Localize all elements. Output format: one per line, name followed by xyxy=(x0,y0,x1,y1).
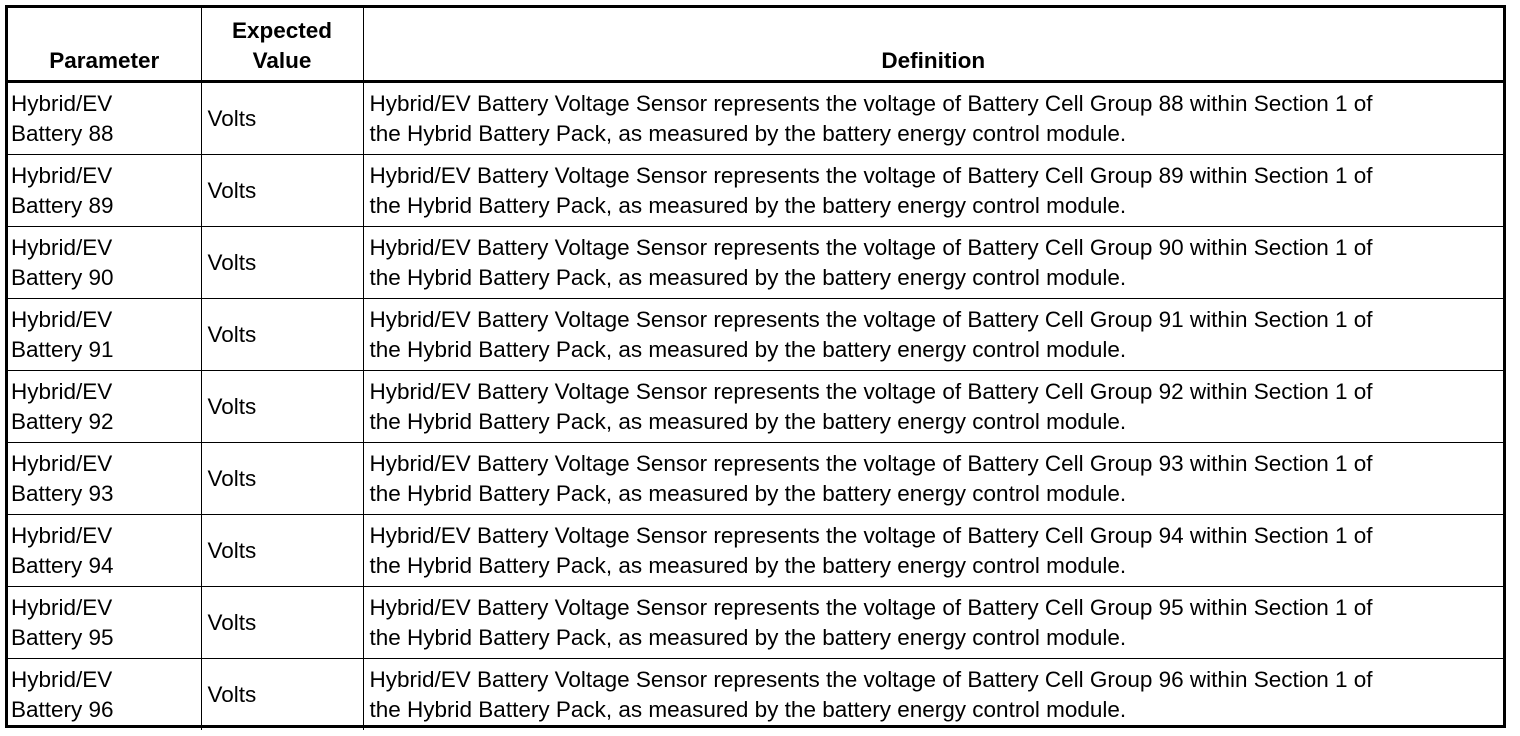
parameter-name-line1: Hybrid/EV xyxy=(11,234,113,260)
parameter-cell xyxy=(8,515,201,587)
expected-value-cell xyxy=(201,659,363,731)
definition-line1: Hybrid/EV Battery Voltage Sensor represents the voltage of Battery Cell Group 93 within Section 1 of xyxy=(369,450,1373,476)
definition-line1: Hybrid/EV Battery Voltage Sensor represents the voltage of Battery Cell Group 96 within Section 1 of xyxy=(369,666,1373,692)
parameter-cell xyxy=(8,371,201,443)
definition-cell xyxy=(363,443,1503,515)
expected-value: Volts xyxy=(207,393,257,419)
table-row xyxy=(8,299,1503,371)
table-row xyxy=(8,587,1503,659)
parameter-name-line2: Battery 95 xyxy=(11,624,114,650)
definition-line2: the Hybrid Battery Pack, as measured by the battery energy control module. xyxy=(369,624,1127,650)
definition-cell xyxy=(363,371,1503,443)
table-row xyxy=(8,155,1503,227)
parameter-name-line2: Battery 96 xyxy=(11,696,114,722)
definition-line1: Hybrid/EV Battery Voltage Sensor represents the voltage of Battery Cell Group 88 within Section 1 of xyxy=(369,90,1373,116)
table-row xyxy=(8,515,1503,587)
parameter-name-line2: Battery 93 xyxy=(11,480,114,506)
expected-value-cell xyxy=(201,443,363,515)
table-row xyxy=(8,371,1503,443)
definition-cell xyxy=(363,515,1503,587)
parameter-name-line1: Hybrid/EV xyxy=(11,90,113,116)
definition-line2: the Hybrid Battery Pack, as measured by the battery energy control module. xyxy=(369,192,1127,218)
expected-value: Volts xyxy=(207,537,257,563)
table-row xyxy=(8,227,1503,299)
definition-cell xyxy=(363,659,1503,731)
definition-cell xyxy=(363,299,1503,371)
parameter-name-line2: Battery 92 xyxy=(11,408,114,434)
expected-value: Volts xyxy=(207,105,257,131)
table-row xyxy=(8,443,1503,515)
expected-value: Volts xyxy=(207,249,257,275)
definition-line1: Hybrid/EV Battery Voltage Sensor represents the voltage of Battery Cell Group 90 within Section 1 of xyxy=(369,234,1373,260)
definition-line1: Hybrid/EV Battery Voltage Sensor represents the voltage of Battery Cell Group 94 within Section 1 of xyxy=(369,522,1373,548)
parameter-name-line1: Hybrid/EV xyxy=(11,162,113,188)
expected-value: Volts xyxy=(207,681,257,707)
table-body xyxy=(8,82,1503,731)
parameter-cell xyxy=(8,155,201,227)
definition-line1: Hybrid/EV Battery Voltage Sensor represents the voltage of Battery Cell Group 91 within Section 1 of xyxy=(369,306,1373,332)
parameter-cell xyxy=(8,299,201,371)
expected-value: Volts xyxy=(207,321,257,347)
header-definition xyxy=(363,8,1503,82)
header-parameter xyxy=(8,8,201,82)
parameter-name-line2: Battery 89 xyxy=(11,192,114,218)
definition-line1: Hybrid/EV Battery Voltage Sensor represents the voltage of Battery Cell Group 95 within Section 1 of xyxy=(369,594,1373,620)
header-parameter-label: Parameter xyxy=(49,48,160,73)
expected-value-cell xyxy=(201,371,363,443)
definition-line1: Hybrid/EV Battery Voltage Sensor represents the voltage of Battery Cell Group 89 within Section 1 of xyxy=(369,162,1373,188)
table-header xyxy=(8,8,1503,82)
parameter-name-line2: Battery 90 xyxy=(11,264,114,290)
parameter-name-line2: Battery 88 xyxy=(11,120,114,146)
definition-cell xyxy=(363,227,1503,299)
parameter-cell xyxy=(8,227,201,299)
definition-line1: Hybrid/EV Battery Voltage Sensor represents the voltage of Battery Cell Group 92 within Section 1 of xyxy=(369,378,1373,404)
header-expected-label-line1: Expected xyxy=(231,18,333,43)
parameter-cell xyxy=(8,659,201,731)
parameter-name-line2: Battery 91 xyxy=(11,336,114,362)
table-row xyxy=(8,659,1503,731)
parameter-name-line1: Hybrid/EV xyxy=(11,306,113,332)
parameter-cell xyxy=(8,82,201,155)
header-expected-value xyxy=(201,8,363,82)
header-definition-label: Definition xyxy=(881,48,986,73)
header-expected-label-line2: Value xyxy=(252,48,312,73)
parameter-table xyxy=(8,8,1503,730)
definition-line2: the Hybrid Battery Pack, as measured by the battery energy control module. xyxy=(369,264,1127,290)
expected-value-cell xyxy=(201,515,363,587)
parameter-name-line2: Battery 94 xyxy=(11,552,114,578)
parameter-cell xyxy=(8,443,201,515)
parameter-name-line1: Hybrid/EV xyxy=(11,522,113,548)
expected-value-cell xyxy=(201,299,363,371)
definition-line2: the Hybrid Battery Pack, as measured by the battery energy control module. xyxy=(369,336,1127,362)
parameter-name-line1: Hybrid/EV xyxy=(11,666,113,692)
expected-value-cell xyxy=(201,227,363,299)
definition-line2: the Hybrid Battery Pack, as measured by the battery energy control module. xyxy=(369,120,1127,146)
parameter-cell xyxy=(8,587,201,659)
expected-value: Volts xyxy=(207,177,257,203)
expected-value-cell xyxy=(201,82,363,155)
expected-value-cell xyxy=(201,587,363,659)
definition-cell xyxy=(363,155,1503,227)
expected-value: Volts xyxy=(207,465,257,491)
definition-line2: the Hybrid Battery Pack, as measured by the battery energy control module. xyxy=(369,696,1127,722)
parameter-name-line1: Hybrid/EV xyxy=(11,378,113,404)
parameter-name-line1: Hybrid/EV xyxy=(11,450,113,476)
definition-cell xyxy=(363,587,1503,659)
parameter-table-frame xyxy=(5,5,1506,728)
definition-line2: the Hybrid Battery Pack, as measured by the battery energy control module. xyxy=(369,480,1127,506)
expected-value-cell xyxy=(201,155,363,227)
expected-value: Volts xyxy=(207,609,257,635)
header-row xyxy=(8,8,1503,82)
definition-line2: the Hybrid Battery Pack, as measured by the battery energy control module. xyxy=(369,552,1127,578)
definition-line2: the Hybrid Battery Pack, as measured by the battery energy control module. xyxy=(369,408,1127,434)
definition-cell xyxy=(363,82,1503,155)
parameter-name-line1: Hybrid/EV xyxy=(11,594,113,620)
table-row xyxy=(8,82,1503,155)
